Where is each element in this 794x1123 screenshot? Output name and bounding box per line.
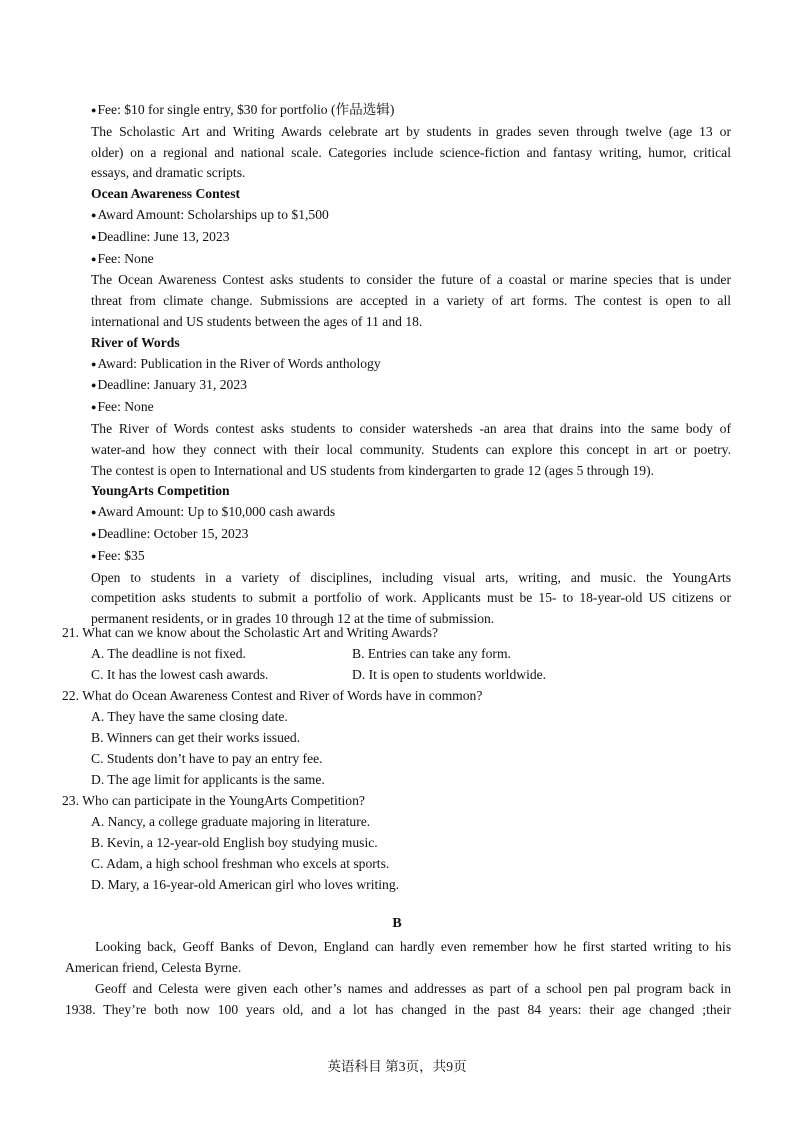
- river-award: ● Award: Publication in the River of Words anthology: [91, 354, 731, 376]
- youngarts-desc-line-2: competition asks students to submit a portfolio of work. Applicants must be 15- to 18-year-old US citizens or: [91, 590, 731, 606]
- question-23-option-a: A. Nancy, a college graduate majoring in literature.: [91, 814, 371, 829]
- ocean-award: ● Award Amount: Scholarships up to $1,500: [91, 205, 731, 227]
- question-22-option-a: A. They have the same closing date.: [91, 709, 288, 724]
- section-b-p2-line-1: Geoff and Celesta were given each other’s names and addresses as part of a school pen pal program back in: [95, 981, 731, 996]
- question-23-option-d: D. Mary, a 16-year-old American girl who loves writing.: [91, 877, 400, 892]
- question-21-option-c: C. It has the lowest cash awards.: [91, 667, 269, 682]
- ocean-title: Ocean Awareness Contest: [91, 186, 241, 202]
- question-22-option-c: C. Students don’t have to pay an entry fee.: [91, 751, 323, 766]
- scholastic-section: [91, 100, 731, 630]
- question-21-option-d: D. It is open to students worldwide.: [352, 667, 547, 682]
- section-b-p1-line-1: Looking back, Geoff Banks of Devon, England can hardly even remember how he first started writing to his: [95, 939, 731, 954]
- river-deadline: ● Deadline: January 31, 2023: [91, 375, 731, 397]
- ocean-fee: ● Fee: None: [91, 249, 731, 271]
- page-footer: 英语科目 第3页，共9页: [327, 1059, 467, 1074]
- question-23-option-c: C. Adam, a high school freshman who excels at sports.: [91, 856, 390, 871]
- youngarts-award: ● Award Amount: Up to $10,000 cash awards: [91, 502, 731, 524]
- section-b-paragraph-1: [65, 936, 731, 978]
- section-b-paragraph-2: [65, 978, 731, 1020]
- question-21-option-a: A. The deadline is not fixed.: [91, 646, 246, 661]
- scholastic-fee: ● Fee: $10 for single entry, $30 for portfolio (作品选辑): [91, 100, 731, 122]
- question-23-option-b: B. Kevin, a 12-year-old English boy studying music.: [91, 835, 378, 850]
- scholastic-desc-line-2: older) on a regional and national scale. Categories include science-fiction and fantasy writing, humor, critical: [91, 144, 731, 160]
- section-b-p1-line-2: American friend, Celesta Byrne.: [65, 960, 242, 975]
- ocean-desc-line-3: international and US students between the ages of 11 and 18.: [91, 313, 423, 329]
- youngarts-desc-line-1: Open to students in a variety of disciplines, including visual arts, writing, and music. the YoungArts: [91, 569, 731, 585]
- ocean-desc-line-1: The Ocean Awareness Contest asks students to consider the future of a coastal or marine species that is under: [91, 272, 731, 288]
- scholastic-desc-line-3: essays, and dramatic scripts.: [91, 165, 246, 181]
- ocean-deadline: ● Deadline: June 13, 2023: [91, 227, 731, 249]
- youngarts-fee: ● Fee: $35: [91, 546, 731, 568]
- river-title: River of Words: [91, 334, 180, 350]
- question-21-stem: 21. What can we know about the Scholastic Art and Writing Awards?: [62, 625, 438, 640]
- river-desc-line-3: The contest is open to International and US students from kindergarten to grade 12 (ages 5 through 19).: [91, 462, 654, 478]
- river-desc-line-2: water-and how they connect with their local community. Students can explore this concept in art or poetry.: [91, 441, 731, 457]
- youngarts-title: YoungArts Competition: [91, 483, 230, 499]
- youngarts-deadline: ● Deadline: October 15, 2023: [91, 524, 731, 546]
- question-21-option-b: B. Entries can take any form.: [352, 646, 511, 661]
- ocean-desc-line-2: threat from climate change. Submissions are accepted in a variety of art forms. The contest is open to all: [91, 293, 731, 309]
- youngarts-desc-line-3: permanent residents, or in grades 10 through 12 at the time of submission.: [91, 611, 495, 627]
- section-b-heading: B: [392, 916, 402, 931]
- river-desc-line-1: The River of Words contest asks students to consider watersheds -an area that drains into the same body of: [91, 420, 731, 436]
- scholastic-desc-line-1: The Scholastic Art and Writing Awards celebrate art by students in grades seven through twelve (age 13 or: [91, 123, 731, 139]
- river-fee: ● Fee: None: [91, 397, 731, 419]
- section-b-p2-line-2: 1938. They’re both now 100 years old, and a lot has changed in the past 84 years: their age changed ;their: [65, 1002, 731, 1017]
- question-22-stem: 22. What do Ocean Awareness Contest and River of Words have in common?: [62, 688, 483, 703]
- question-22-option-d: D. The age limit for applicants is the same.: [91, 772, 325, 787]
- question-22-option-b: B. Winners can get their works issued.: [91, 730, 301, 745]
- question-23-stem: 23. Who can participate in the YoungArts Competition?: [62, 793, 365, 808]
